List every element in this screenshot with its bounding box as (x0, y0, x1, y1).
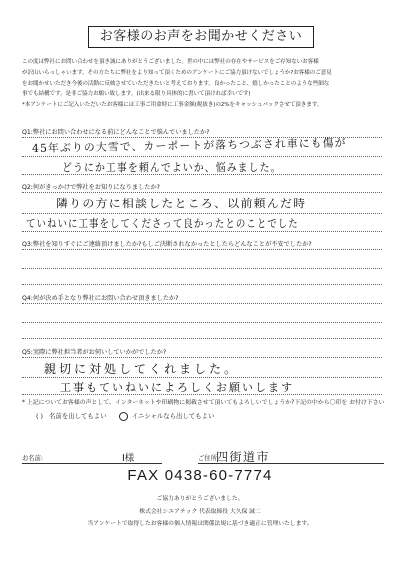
answer-area (22, 303, 382, 339)
intro-line: 事でも結構です。是非ご協力お願い致します。(出来る限り具体的に書いて頂ければ幸いです) (22, 91, 251, 98)
question-1 (22, 128, 382, 175)
name-label: お名前: (22, 455, 44, 462)
intro-text (22, 57, 384, 111)
option-name-label: 名前を出してもよい (49, 412, 107, 420)
question-2 (22, 183, 382, 232)
answer-line: どうにか工事を頼んでよいか、悩みました。 (62, 161, 282, 174)
answer-line: 45年ぶりの大雪で、カーポートが落ちつぶされ車にも傷が (31, 136, 347, 155)
address-field (198, 451, 384, 464)
publish-consent-options (22, 411, 387, 421)
question-4 (22, 294, 382, 339)
option-initial-label: イニシャルなら出してもよい (131, 412, 215, 420)
question-label: Q4:何が決め手となり弊社にお問い合わせ頂きましたか? (22, 295, 179, 302)
answer-area (22, 137, 382, 175)
answer-area (22, 249, 382, 285)
question-label: Q1:弊社にお問い合わせになる前にどんなことで悩んでいましたか? (22, 129, 210, 136)
answer-line: 親切に対処してくれました。 (44, 362, 240, 376)
option-name-bracket[interactable]: ( ) (36, 412, 44, 420)
publish-consent-question: * 上記についてお客様の声として、インターネットや印刷物に掲載させて頂いてもよろしいでしょうか?下記の中から〇印を お付け下さい (22, 400, 385, 406)
company-text: 株式会社シエアテック 代表取締役 大久保 誠二 (139, 509, 261, 515)
form-title: お客様のお声をお聞かせください (88, 26, 314, 48)
address-label: ご住所: (198, 455, 220, 462)
answer-line: 隣りの方に相談したところ、以前頼んだ時 (56, 197, 307, 210)
privacy-text: 当アンケートで取得したお客様の個人情報は関係法規に基づき適正に管理いたします。 (87, 521, 313, 527)
address-value: 四街道市 (216, 450, 271, 464)
fax-number: FAX 0438-60-7774 (127, 467, 273, 484)
thanks-text: ご協力ありがとうございました。 (156, 496, 244, 502)
question-3 (22, 240, 382, 285)
answer-area (22, 357, 382, 395)
question-5 (22, 348, 382, 395)
answer-line: ていねいに工事をしてくださって良かったとのことでした (26, 217, 299, 230)
cashback-note: *本アンケートにご記入いただいたお客様には工事ご用命時に工事金額(税抜き)の2%をキャッシュバックさせて頂きます。 (22, 102, 323, 109)
intro-line: をお聞かせいただき今後の活動に反映させていただきたいと考えております。良かったこと、嬉しかったことのような些細な (22, 80, 330, 87)
answer-area (22, 192, 382, 232)
question-label: Q3:弊社を知りすぐにご連絡頂けましたか?もしご決断されなかったとしたらどんなことが不安でしたか? (22, 241, 312, 248)
circled-choice-icon[interactable] (119, 412, 128, 421)
answer-line: 工事もていねいによろしくお願いします (60, 381, 294, 394)
name-field (22, 451, 162, 464)
name-value: I様 (122, 453, 135, 464)
intro-line: この度は弊社にお問い合わせを頂き誠にありがとうございました。世の中には弊社の存在やサービスをご存知ないお客様 (22, 59, 319, 65)
question-label: Q5:実際に弊社担当者がお伺いしていかがでしたか? (22, 349, 167, 356)
intro-line: が沢山いらっしゃいます。その方たちに弊社をより知って頂くためのアンケートにご協力頂けないでしょうか?お客様のご意見 (22, 69, 332, 76)
question-label: Q2:何がきっかけで弊社をお知りになりましたか? (22, 184, 160, 191)
